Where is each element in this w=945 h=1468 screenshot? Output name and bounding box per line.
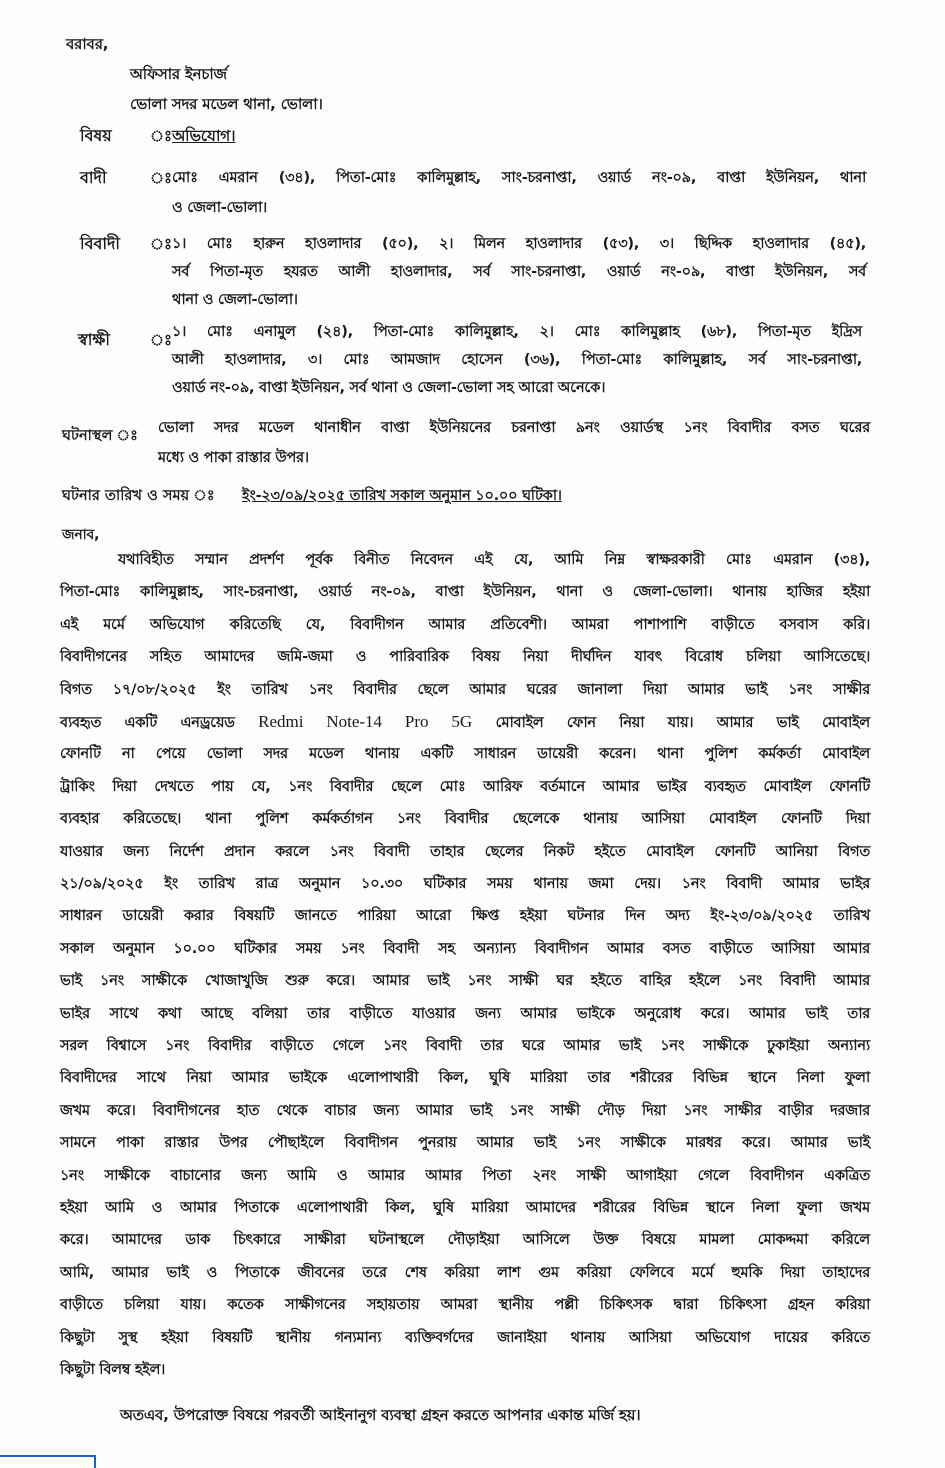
body-line: ব্যবহৃত একটি এনড্রয়েড Redmi Note-14 Pro 5G মোবাইল ফোন নিয়া যায়। আমার ভাই মোবাইল	[60, 712, 870, 731]
body-line: বিগত ১৭/০৮/২০২৫ ইং তারিখ ১নং বিবাদীর ছেলে আমার ঘরের জানালা দিয়া আমার ভাই ১নং সাক্ষীর	[60, 680, 870, 698]
subject-separator: ঃ	[150, 127, 173, 145]
salutation: বরাবর,	[66, 35, 109, 53]
incident-place-line: মধ্যে ও পাকা রাস্তার উপর।	[158, 449, 309, 466]
defendants-label: বিবাদী	[80, 234, 121, 253]
witnesses-label: স্বাক্ষী	[78, 330, 110, 349]
defendants-line: থানা ও জেলা-ভোলা।	[172, 291, 298, 308]
body-line: ১নং সাক্ষীকে বাচানোর জন্য আমি ও আমার আমার পিতা ২নং সাক্ষী আগাইয়া গেলে বিবাদীগন একত্রিত	[60, 1166, 870, 1184]
body-line: সাধারন ডায়েরী করার বিষয়টি জানতে পারিয়া আরো ক্ষিপ্ত হইয়া ঘটনার দিন অদ্য ইং-২৩/০৯/২০২৫ তারিখ	[60, 907, 870, 925]
body-line: সকাল অনুমান ১০.০০ ঘটিকার সময় ১নং বিবাদী সহ অন্যান্য বিবাদীগন আমার বসত বাড়ীতে আসিয়া আমার	[60, 939, 870, 957]
plaintiff-line: মোঃ এমরান (৩৪), পিতা-মোঃ কালিমুল্লাহ, সাং-চরনাপ্তা, ওয়ার্ড নং-০৯, বাপ্তা ইউনিয়ন, থানা	[172, 169, 866, 186]
body-line: ভাইর সাথে কথা আছে বলিয়া তার বাড়ীতে যাওয়ার জন্য আমার ভাইকে অনুরোধ করে। আমার ভাই তার	[60, 1004, 870, 1022]
incident-place-label: ঘটনাস্থল ঃ	[62, 427, 138, 444]
body-line: ট্রাকিং দিয়া দেখতে পায় যে, ১নং বিবাদীর ছেলে মোঃ আরিফ বর্তমানে আমার ভাইর ব্যবহৃত মোবাইল ফোনটি	[60, 777, 870, 795]
body-line: বিবাদীগনের সহিত আমাদের জমি-জমা ও পারিবারিক বিষয় নিয়া দীর্ঘদিন যাবৎ বিরোধ চলিয়া আসিতেছে।	[60, 648, 870, 666]
body-line: পিতা-মোঃ কালিমুল্লাহ, সাং-চরনাপ্তা, ওয়ার্ড নং-০৯, বাপ্তা ইউনিয়ন, থানা ও জেলা-ভোলা। থানায় হাজির হইয়া	[60, 583, 870, 601]
witnesses-line: আলী হাওলাদার, ৩। মোঃ আমজাদ হোসেন (৩৬), পিতা-মোঃ কালিমুল্লাহ, সর্ব সাং-চরনাপ্তা,	[172, 351, 862, 368]
body-line: কিছুটা সুস্থ হইয়া বিষয়টি স্থানীয় গন্যমান্য ব্যক্তিবর্গদের জানাইয়া থানায় আসিয়া অভিযোগ দায়ের করিতে	[60, 1328, 870, 1346]
body-line: বিবাদীদের সাথে নিয়া আমার ভাইকে এলোপাথারী কিল, ঘুষি মারিয়া তার শরীরের বিভিন্ন স্থানে নিলা ফুলা	[60, 1069, 870, 1087]
subject-label: বিষয়	[80, 126, 112, 145]
incident-datetime-label: ঘটনার তারিখ ও সময় ঃ	[62, 487, 215, 504]
plaintiff-separator: ঃ	[150, 169, 173, 187]
plaintiff-label: বাদী	[80, 168, 107, 187]
incident-datetime-value: ইং-২৩/০৯/২০২৫ তারিখ সকাল অনুমান ১০.০০ ঘটিকা।	[242, 487, 562, 504]
defendants-line: সর্ব পিতা-মৃত হযরত আলী হাওলাদার, সর্ব সাং-চরনাপ্তা, ওয়ার্ড নং-০৯, বাপ্তা ইউনিয়ন, সর্ব	[172, 263, 866, 280]
body-line: ২১/০৯/২০২৫ ইং তারিখ রাত্র অনুমান ১০.৩০ ঘটিকার সময় থানায় জমা দেয়। ১নং বিবাদী আমার ভাইর	[60, 875, 870, 892]
closing-statement: অতএব, উপরোক্ত বিষয়ে পরবর্তী আইনানুগ ব্যবস্থা গ্রহন করতে আপনার একান্ত মর্জি হয়।	[120, 1406, 641, 1424]
subject-value: অভিযোগ।	[172, 127, 236, 145]
body-line: ফোনটি না পেয়ে ভোলা সদর মডেল থানায় একটি সাধারন ডায়েরী করেন। থানা পুলিশ কর্মকর্তা মোবাইল	[60, 745, 870, 763]
body-line: জখম করে। বিবাদীগনের হাত থেকে বাচার জন্য আমার ভাই ১নং সাক্ষী দৌড় দিয়া ১নং সাক্ষীর বাড়ীর দরজার	[60, 1101, 870, 1119]
body-line: করে। আমাদের ডাক চিৎকারে সাক্ষীরা ঘটনাস্থলে দৌড়াইয়া আসিলে উক্ত বিষয়ে মামলা মোকদ্দমা করিলে	[60, 1231, 870, 1249]
body-line: যাওয়ার জন্য নির্দেশ প্রদান করলে ১নং বিবাদী তাহার ছেলের নিকট হইতে মোবাইল ফোনটি আনিয়া বিগত	[60, 842, 870, 860]
body-line: সরল বিশ্বাসে ১নং বিবাদীর বাড়ীতে গেলে ১নং বিবাদী তার ঘরে আমার ভাই ১নং সাক্ষীকে ঢুকাইয়া অন্যান্য	[60, 1037, 870, 1054]
body-line: হইয়া আমি ও আমার পিতাকে এলোপাথারী কিল, ঘুষি মারিয়া আমাদের শরীরের বিভিন্ন স্থানে নিলা ফুলা জখম	[60, 1199, 870, 1216]
defendants-line: ১। মোঃ হারুন হাওলাদার (৫০), ২। মিলন হাওলাদার (৫৩), ৩। ছিদ্দিক হাওলাদার (৪৫),	[172, 235, 866, 252]
body-line: এই মর্মে অভিযোগ করিতেছি যে, বিবাদীগন আমার প্রতিবেশী। আমরা পাশাপাশি বাড়ীতে বসবাস করি।	[60, 615, 870, 633]
device-model-text: Redmi Note-14 Pro 5G	[258, 712, 473, 731]
witnesses-separator: ঃ	[150, 331, 173, 349]
overlay-box-corner	[0, 1455, 96, 1468]
incident-place-line: ভোলা সদর মডেল থানাধীন বাপ্তা ইউনিয়নের চরনাপ্তা ৯নং ওয়ার্ডস্থ ১নং বিবাদীর বসত ঘরের	[158, 419, 870, 436]
body-line: ভাই ১নং সাক্ষীকে খোজাখুজি শুরু করে। আমার ভাই ১নং সাক্ষী ঘর হইতে বাহির হইলে ১নং বিবাদী আমার	[60, 972, 870, 990]
recipient-address: ভোলা সদর মডেল থানা, ভোলা।	[130, 95, 323, 113]
defendants-separator: ঃ	[150, 235, 173, 253]
body-line: কিছুটা বিলম্ব হইল।	[60, 1361, 166, 1378]
body-line: আমি, আমার ভাই ও পিতাকে জীবনের তরে শেষ করিয়া লাশ গুম করিয়া ফেলিবে মর্মে হুমকি দিয়া তাহাদের	[60, 1263, 870, 1281]
body-line: সামনে পাকা রাস্তার উপর পৌছাইলে বিবাদীগন পুনরায় আমার ভাই ১নং সাক্ষীকে মারধর করে। আমার ভাই	[60, 1134, 870, 1152]
body-line: ব্যবহার করিতেছে। থানা পুলিশ কর্মকর্তাগন ১নং বিবাদীর ছেলেকে থানায় আসিয়া মোবাইল ফোনটি দিয়া	[60, 810, 870, 828]
witnesses-line: ১। মোঃ এনামুল (২৪), পিতা-মোঃ কালিমুল্লাহ, ২। মোঃ কালিমুল্লাহ (৬৮), পিতা-মৃত ইদ্রিস	[172, 323, 862, 340]
body-line: বাড়ীতে চলিয়া যায়। কতেক সাক্ষীগনের সহায়তায় আমরা স্থানীয় পল্লী চিকিৎসক দ্বারা চিকিৎসা গ্রহন করিয়া	[60, 1296, 870, 1314]
recipient-title: অফিসার ইনচার্জ	[130, 65, 227, 83]
witnesses-line: ওয়ার্ড নং-০৯, বাপ্তা ইউনিয়ন, সর্ব থানা ও জেলা-ভোলা সহ আরো অনেকে।	[172, 379, 606, 396]
plaintiff-line: ও জেলা-ভোলা।	[172, 199, 267, 216]
body-line: যথাবিহীত সম্মান প্রদর্শণ পূর্বক বিনীত নিবেদন এই যে, আমি নিম্ন স্বাক্ষরকারী মোঃ এমরান (৩৪),	[118, 551, 870, 568]
greeting: জনাব,	[62, 527, 100, 543]
